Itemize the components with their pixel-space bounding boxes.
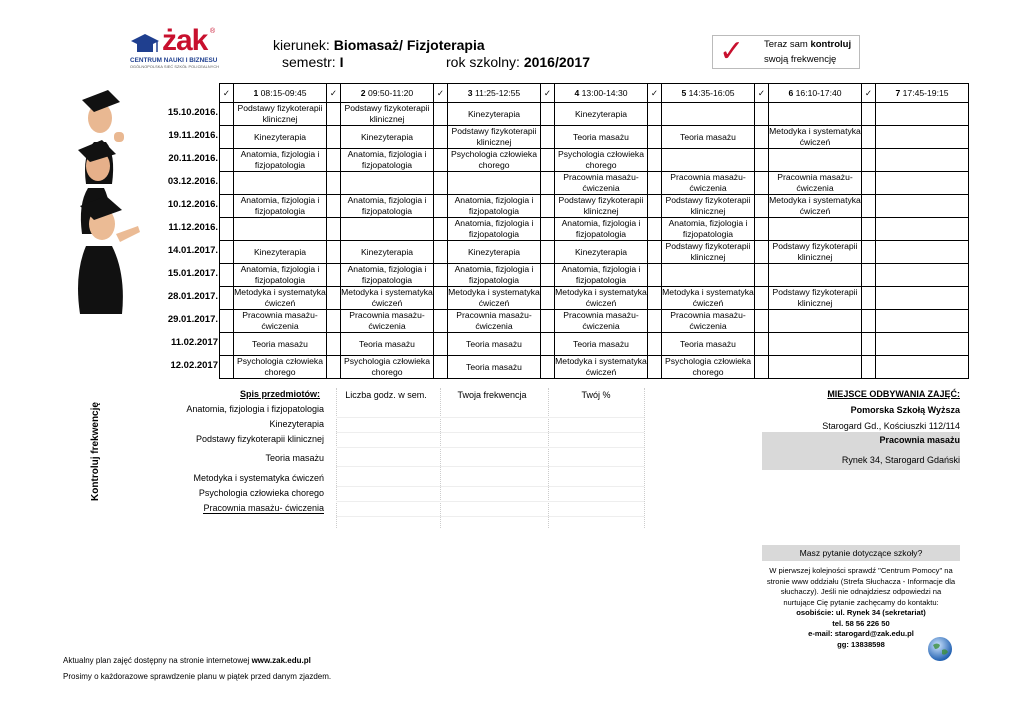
period-header-2: 2 09:50-11:20 <box>341 84 434 103</box>
attendance-check-cell[interactable] <box>755 310 769 333</box>
attendance-check-cell[interactable] <box>541 356 555 379</box>
class-cell <box>234 172 327 195</box>
logo-subtitle: CENTRUM NAUKI I BIZNESU <box>130 57 218 64</box>
class-cell: Anatomia, fizjologia i fizjopatologia <box>555 218 648 241</box>
subject-row-line <box>336 516 644 517</box>
attendance-check-cell[interactable] <box>220 241 234 264</box>
attendance-check-cell[interactable] <box>541 195 555 218</box>
subject-name: Podstawy fizykoterapii klinicznej <box>195 434 324 444</box>
schedule-row <box>220 287 969 310</box>
class-cell <box>876 264 969 287</box>
location-title: MIEJSCE ODBYWANIA ZAJĘĆ: <box>827 389 960 399</box>
attendance-check-cell[interactable] <box>755 333 769 356</box>
graduates-illustration <box>72 84 144 316</box>
class-cell: Psychologia człowieka chorego <box>662 356 755 379</box>
semestr-value: I <box>339 54 344 70</box>
class-cell: Teoria masażu <box>662 126 755 149</box>
attendance-check-cell[interactable] <box>648 195 662 218</box>
attendance-check-cell[interactable] <box>220 195 234 218</box>
footer-line2: Prosimy o każdorazowe sprawdzenie planu w piątek przed danym zjazdem. <box>63 672 332 681</box>
callout-line1: Teraz sam kontroluj <box>764 39 852 50</box>
attendance-check-cell[interactable] <box>648 241 662 264</box>
class-cell: Podstawy fizykoterapii klinicznej <box>662 195 755 218</box>
attendance-check-cell[interactable] <box>755 287 769 310</box>
class-cell: Pracownia masażu- ćwiczenia <box>341 310 434 333</box>
attendance-check-cell[interactable] <box>434 103 448 126</box>
attendance-check-cell[interactable] <box>327 264 341 287</box>
date-label: 29.01.2017. <box>167 314 218 325</box>
class-cell <box>769 103 862 126</box>
rok-label: rok szkolny: <box>446 54 520 70</box>
attendance-check-cell[interactable] <box>541 264 555 287</box>
class-cell: Psychologia człowieka chorego <box>555 149 648 172</box>
attendance-check-cell[interactable] <box>541 287 555 310</box>
check-column-header: ✓ <box>862 84 876 103</box>
class-cell: Teoria masażu <box>448 333 541 356</box>
attendance-check-cell[interactable] <box>862 356 876 379</box>
kierunek-line <box>273 37 485 53</box>
attendance-check-cell[interactable] <box>755 218 769 241</box>
kierunek-value: Biomasaż/ Fizjoterapia <box>333 37 485 53</box>
attendance-check-cell[interactable] <box>862 218 876 241</box>
attendance-check-cell[interactable] <box>327 149 341 172</box>
class-cell: Podstawy fizykoterapii klinicznej <box>555 195 648 218</box>
location-school: Pomorska Szkołą Wyższa <box>850 405 960 415</box>
schedule-row <box>220 241 969 264</box>
schedule-row <box>220 149 969 172</box>
attendance-check-cell[interactable] <box>220 126 234 149</box>
class-cell: Metodyka i systematyka ćwiczeń <box>341 287 433 308</box>
class-cell: Psychologia człowieka chorego <box>341 356 434 379</box>
attendance-check-cell[interactable] <box>541 103 555 126</box>
footer-link[interactable]: www.zak.edu.pl <box>251 656 311 665</box>
attendance-check-cell[interactable] <box>327 310 341 333</box>
class-cell: Kinezyterapia <box>555 241 648 264</box>
attendance-check-cell[interactable] <box>541 172 555 195</box>
class-cell: Anatomia, fizjologia i fizjopatologia <box>448 195 541 218</box>
class-cell: Pracownia masażu- ćwiczenia <box>662 172 755 195</box>
attendance-check-cell[interactable] <box>648 149 662 172</box>
schedule-row <box>220 333 969 356</box>
attendance-check-cell[interactable] <box>327 126 341 149</box>
attendance-check-cell[interactable] <box>862 126 876 149</box>
class-cell <box>662 149 755 172</box>
attendance-check-cell[interactable] <box>541 241 555 264</box>
attendance-check-cell[interactable] <box>755 264 769 287</box>
period-header-7: 7 17:45-19:15 <box>876 84 969 103</box>
zak-logo <box>130 24 220 72</box>
class-cell: Kinezyterapia <box>448 103 541 126</box>
attendance-check-cell[interactable] <box>862 241 876 264</box>
date-label: 28.01.2017. <box>167 291 218 302</box>
class-cell: Teoria masażu <box>555 333 648 356</box>
schedule-row <box>220 218 969 241</box>
schedule-row <box>220 126 969 149</box>
class-cell: Anatomia, fizjologia i fizjopatologia <box>662 218 755 241</box>
attendance-check-cell[interactable] <box>220 310 234 333</box>
contact-info: W pierwszej kolejności sprawdź "Centrum Pomocy" na stronie www oddziału (Strefa Słuchacza - Informacje dla słuchaczy). Jeśli nie odnajdziesz odpowiedzi na nurtujące Cię pytanie zachęcamy do kontaktu: osobiście: ul. Rynek 34 (sekretariat) tel. 58 56 226 50 e-mail: starogard@zak.edu.pl gg: 13838598 <box>766 566 956 649</box>
class-cell: Metodyka i systematyka ćwiczeń <box>662 287 754 308</box>
attendance-check-cell[interactable] <box>648 333 662 356</box>
class-cell <box>662 103 755 126</box>
class-cell: Podstawy fizykoterapii klinicznej <box>769 241 862 264</box>
attendance-check-cell[interactable] <box>327 195 341 218</box>
col-hours-header: Liczba godz. w sem. <box>345 390 427 400</box>
attendance-check-cell[interactable] <box>862 195 876 218</box>
location-address1: Starogard Gd., Kościuszki 112/114 <box>822 421 960 431</box>
attendance-check-cell[interactable] <box>862 310 876 333</box>
class-cell: Psychologia człowieka chorego <box>448 149 541 172</box>
attendance-check-cell[interactable] <box>434 195 448 218</box>
period-header-row <box>220 84 969 103</box>
check-column-header: ✓ <box>648 84 662 103</box>
schedule-row <box>220 264 969 287</box>
attendance-check-cell[interactable] <box>541 218 555 241</box>
class-cell: Pracownia masażu- ćwiczenia <box>448 310 541 333</box>
attendance-check-cell[interactable] <box>648 310 662 333</box>
attendance-check-cell[interactable] <box>327 241 341 264</box>
attendance-check-cell[interactable] <box>862 333 876 356</box>
attendance-check-cell[interactable] <box>220 287 234 310</box>
lab-address: Rynek 34, Starogard Gdański <box>841 455 960 465</box>
attendance-check-cell[interactable] <box>862 103 876 126</box>
class-cell: Kinezyterapia <box>234 126 327 149</box>
attendance-check-cell[interactable] <box>648 287 662 310</box>
attendance-check-cell[interactable] <box>434 126 448 149</box>
attendance-check-cell[interactable] <box>648 172 662 195</box>
class-cell <box>876 310 969 333</box>
semestr-line <box>282 54 343 70</box>
period-header-5: 5 14:35-16:05 <box>662 84 755 103</box>
logo-word: żak <box>162 24 208 57</box>
kierunek-label: kierunek: <box>273 37 330 53</box>
subject-row-line <box>336 501 644 502</box>
date-label: 11.12.2016. <box>168 222 218 233</box>
class-cell: Metodyka i systematyka ćwiczeń <box>234 287 326 308</box>
attendance-check-cell[interactable] <box>755 356 769 379</box>
date-label: 20.11.2016. <box>168 153 218 164</box>
logo-registered: ® <box>210 28 216 35</box>
callout-line2: swoją frekwencję <box>764 54 837 65</box>
date-label: 03.12.2016. <box>167 176 218 187</box>
class-cell <box>876 103 969 126</box>
attendance-check-cell[interactable] <box>862 287 876 310</box>
class-cell: Kinezyterapia <box>448 241 541 264</box>
class-cell <box>234 218 327 241</box>
class-cell: Pracownia masażu- ćwiczenia <box>234 310 327 333</box>
class-cell: Teoria masażu <box>341 333 434 356</box>
attendance-check-cell[interactable] <box>755 126 769 149</box>
col-percent-header: Twój % <box>581 390 611 400</box>
attendance-check-cell[interactable] <box>862 172 876 195</box>
attendance-check-cell[interactable] <box>434 287 448 310</box>
class-cell: Kinezyterapia <box>555 103 648 126</box>
check-column-header: ✓ <box>541 84 555 103</box>
subject-row-line <box>336 447 644 448</box>
attendance-check-cell[interactable] <box>541 310 555 333</box>
class-cell: Metodyka i systematyka ćwiczeń <box>769 195 861 216</box>
attendance-callout <box>712 35 860 69</box>
class-cell: Podstawy fizykoterapii klinicznej <box>448 126 541 149</box>
attendance-check-cell[interactable] <box>862 149 876 172</box>
date-label: 10.12.2016. <box>167 199 218 210</box>
attendance-check-cell[interactable] <box>220 264 234 287</box>
attendance-check-cell[interactable] <box>434 333 448 356</box>
schedule-row <box>220 310 969 333</box>
subject-name: Psychologia człowieka chorego <box>198 488 324 498</box>
class-cell: Kinezyterapia <box>234 241 327 264</box>
date-label: 15.10.2016. <box>167 107 218 118</box>
class-cell <box>769 356 862 379</box>
class-cell: Kinezyterapia <box>341 126 434 149</box>
semestr-label: semestr: <box>282 54 336 70</box>
subject-row-line <box>336 466 644 467</box>
attendance-check-cell[interactable] <box>434 218 448 241</box>
attendance-check-cell[interactable] <box>541 126 555 149</box>
class-cell: Anatomia, fizjologia i fizjopatologia <box>341 149 434 172</box>
check-column-header: ✓ <box>327 84 341 103</box>
attendance-check-cell[interactable] <box>220 356 234 379</box>
subjects-title: Spis przedmiotów: <box>240 389 321 399</box>
attendance-check-cell[interactable] <box>220 103 234 126</box>
class-cell: Pracownia masażu- ćwiczenia <box>555 310 648 333</box>
check-column-header: ✓ <box>220 84 234 103</box>
date-label: 19.11.2016. <box>168 130 218 141</box>
lab-title: Pracownia masażu <box>879 435 960 445</box>
class-cell <box>876 356 969 379</box>
attendance-check-cell[interactable] <box>648 264 662 287</box>
class-cell <box>769 264 862 287</box>
attendance-check-cell[interactable] <box>434 172 448 195</box>
class-cell <box>876 195 969 218</box>
attendance-check-cell[interactable] <box>327 287 341 310</box>
class-cell <box>876 333 969 356</box>
class-cell <box>876 241 969 264</box>
check-column-header: ✓ <box>434 84 448 103</box>
class-cell <box>662 264 755 287</box>
attendance-check-cell[interactable] <box>434 310 448 333</box>
subject-row-line <box>336 417 644 418</box>
class-cell <box>876 126 969 149</box>
class-cell <box>341 218 434 241</box>
rok-value: 2016/2017 <box>523 54 590 70</box>
class-cell: Teoria masażu <box>448 356 541 379</box>
class-cell: Teoria masażu <box>555 126 648 149</box>
attendance-check-cell[interactable] <box>434 149 448 172</box>
class-cell: Anatomia, fizjologia i fizjopatologia <box>234 149 327 172</box>
class-cell: Teoria masażu <box>234 333 327 356</box>
class-cell: Podstawy fizykoterapii klinicznej <box>341 103 434 126</box>
attendance-check-cell[interactable] <box>434 356 448 379</box>
class-cell: Anatomia, fizjologia i fizjopatologia <box>448 218 541 241</box>
period-header-1: 1 08:15-09:45 <box>234 84 327 103</box>
class-cell <box>341 172 434 195</box>
class-cell <box>876 287 969 310</box>
graduation-cap-icon <box>130 32 160 58</box>
subject-name: Metodyka i systematyka ćwiczeń <box>193 473 324 483</box>
attendance-check-cell[interactable] <box>755 241 769 264</box>
class-cell <box>876 149 969 172</box>
attendance-check-cell[interactable] <box>220 218 234 241</box>
attendance-check-cell[interactable] <box>434 241 448 264</box>
class-cell <box>876 218 969 241</box>
class-cell <box>769 310 862 333</box>
attendance-check-cell[interactable] <box>648 218 662 241</box>
subject-name: Kinezyterapia <box>269 419 324 429</box>
class-cell: Metodyka i systematyka ćwiczeń <box>769 126 861 147</box>
attendance-check-cell[interactable] <box>541 149 555 172</box>
attendance-check-cell[interactable] <box>327 218 341 241</box>
subject-name: Anatomia, fizjologia i fizjopatologia <box>186 404 324 414</box>
attendance-check-cell[interactable] <box>327 103 341 126</box>
subject-name: Pracownia masażu- ćwiczenia <box>203 503 324 513</box>
class-cell: Anatomia, fizjologia i fizjopatologia <box>341 264 434 287</box>
period-header-6: 6 16:10-17:40 <box>769 84 862 103</box>
class-cell: Podstawy fizykoterapii klinicznej <box>769 287 862 310</box>
attendance-check-cell[interactable] <box>755 172 769 195</box>
rok-line <box>446 54 590 70</box>
col-attendance-header: Twoja frekwencja <box>457 390 527 400</box>
attendance-check-cell[interactable] <box>755 103 769 126</box>
class-cell <box>769 218 862 241</box>
footer-line1: Aktualny plan zajęć dostępny na stronie internetowej www.zak.edu.pl <box>63 656 311 665</box>
attendance-check-cell[interactable] <box>648 103 662 126</box>
check-column-header: ✓ <box>755 84 769 103</box>
class-cell: Anatomia, fizjologia i fizjopatologia <box>448 264 541 287</box>
subject-row-line <box>336 432 644 433</box>
subject-name: Teoria masażu <box>265 453 324 463</box>
attendance-check-cell[interactable] <box>648 356 662 379</box>
date-label: 11.02.2017 <box>170 337 218 348</box>
control-attendance-label: Kontroluj frekwencję <box>89 402 101 501</box>
class-cell: Pracownia masażu- ćwiczenia <box>662 310 755 333</box>
class-cell: Anatomia, fizjologia i fizjopatologia <box>234 264 327 287</box>
schedule-row <box>220 195 969 218</box>
class-cell: Teoria masażu <box>662 333 755 356</box>
schedule-row <box>220 356 969 379</box>
logo-tagline: OGÓLNOPOLSKA SIEĆ SZKÓŁ POLICEALNYCH <box>130 65 220 69</box>
subject-row-line <box>336 486 644 487</box>
attendance-check-cell[interactable] <box>755 149 769 172</box>
class-cell <box>769 333 862 356</box>
attendance-check-cell[interactable] <box>434 264 448 287</box>
class-cell <box>769 149 862 172</box>
attendance-check-cell[interactable] <box>327 172 341 195</box>
attendance-check-cell[interactable] <box>755 195 769 218</box>
class-cell: Pracownia masażu- ćwiczenia <box>555 172 648 195</box>
date-label: 12.02.2017 <box>170 360 218 371</box>
date-label: 15.01.2017. <box>167 268 218 279</box>
class-cell: Podstawy fizykoterapii klinicznej <box>662 241 755 264</box>
class-cell: Metodyka i systematyka ćwiczeń <box>555 356 647 377</box>
schedule-row <box>220 103 969 126</box>
class-cell: Anatomia, fizjologia i fizjopatologia <box>341 195 434 218</box>
date-label: 14.01.2017. <box>167 245 218 256</box>
attendance-check-cell[interactable] <box>220 172 234 195</box>
attendance-check-cell[interactable] <box>541 333 555 356</box>
attendance-check-cell[interactable] <box>327 333 341 356</box>
class-cell <box>876 172 969 195</box>
checkmark-icon: ✓ <box>719 35 745 68</box>
attendance-check-cell[interactable] <box>327 356 341 379</box>
contact-question: Masz pytanie dotyczące szkoły? <box>799 548 923 558</box>
class-cell: Anatomia, fizjologia i fizjopatologia <box>555 264 648 287</box>
attendance-check-cell[interactable] <box>220 333 234 356</box>
globe-icon <box>927 636 953 662</box>
class-cell: Podstawy fizykoterapii klinicznej <box>234 103 327 126</box>
attendance-check-cell[interactable] <box>862 264 876 287</box>
schedule-row <box>220 172 969 195</box>
schedule-table <box>219 83 969 379</box>
class-cell: Psychologia człowieka chorego <box>234 356 327 379</box>
period-header-3: 3 11:25-12:55 <box>448 84 541 103</box>
period-header-4: 4 13:00-14:30 <box>555 84 648 103</box>
class-cell: Pracownia masażu- ćwiczenia <box>769 172 862 195</box>
attendance-check-cell[interactable] <box>648 126 662 149</box>
class-cell: Metodyka i systematyka ćwiczeń <box>448 287 540 308</box>
attendance-check-cell[interactable] <box>220 149 234 172</box>
class-cell <box>448 172 541 195</box>
class-cell: Metodyka i systematyka ćwiczeń <box>555 287 647 308</box>
class-cell: Kinezyterapia <box>341 241 434 264</box>
class-cell: Anatomia, fizjologia i fizjopatologia <box>234 195 327 218</box>
